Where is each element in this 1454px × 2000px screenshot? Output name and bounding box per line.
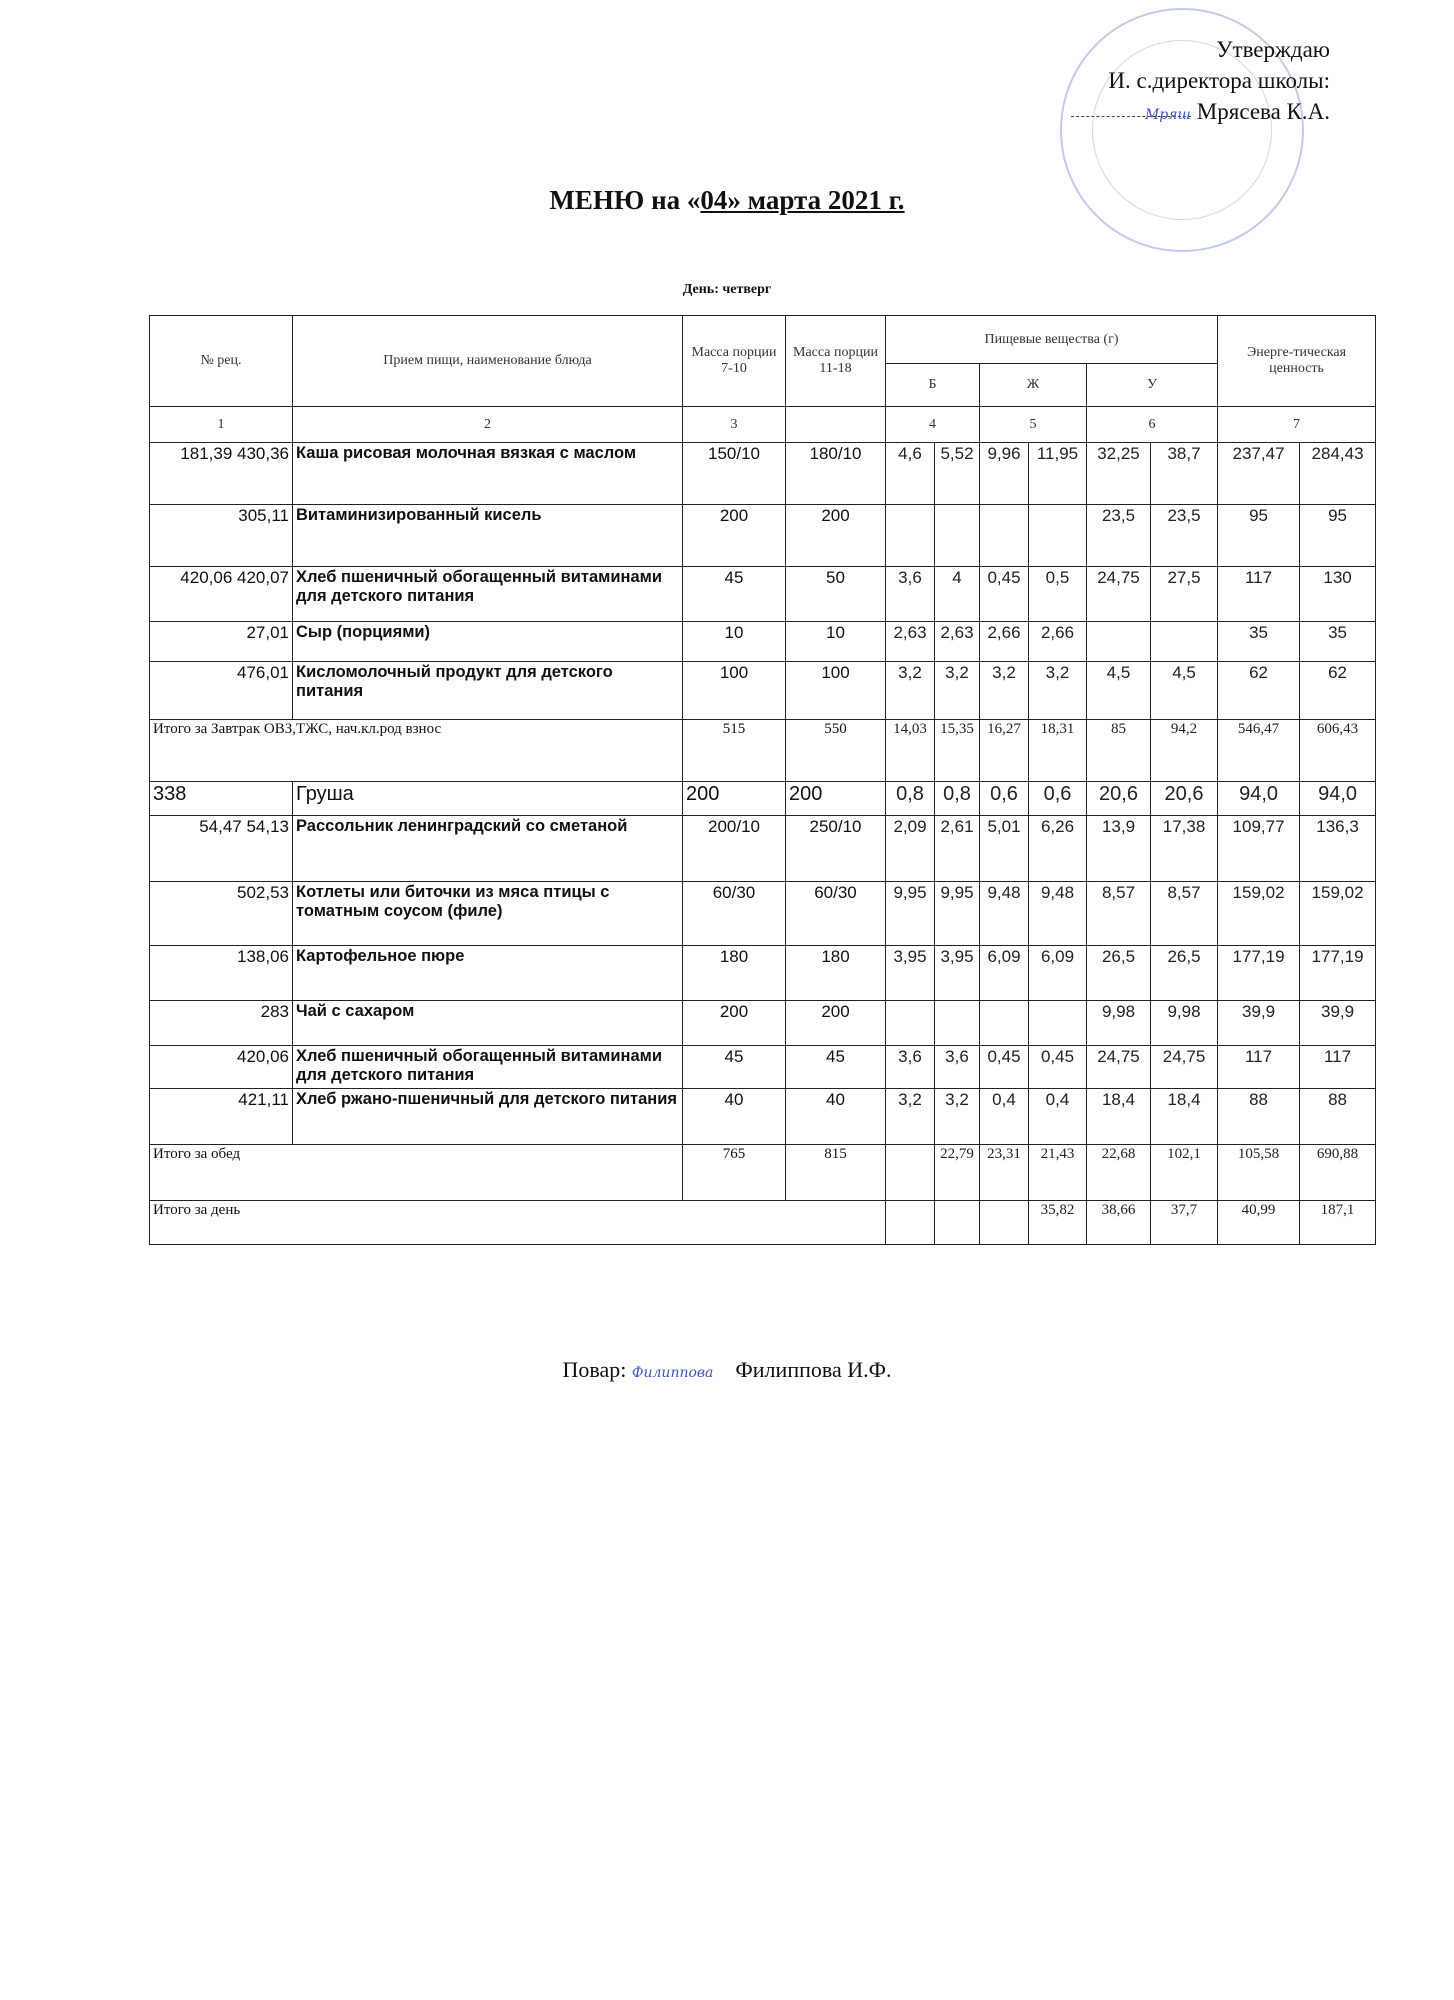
nutrient-value: 5,52 xyxy=(935,443,980,505)
total-value: 105,58 xyxy=(1218,1145,1300,1201)
cook-signature: Филиппова xyxy=(631,1365,714,1381)
nutrient-value: 284,43 xyxy=(1300,443,1376,505)
recipe-code: 476,01 xyxy=(150,662,293,720)
nutrient-value: 20,6 xyxy=(1151,782,1218,816)
nutrient-value: 35 xyxy=(1218,622,1300,662)
recipe-code: 420,06 420,07 xyxy=(150,567,293,622)
director-signature: Мряш xyxy=(1071,96,1191,117)
total-value: 18,31 xyxy=(1029,720,1087,782)
total-value: 16,27 xyxy=(980,720,1029,782)
cook-label: Повар: xyxy=(562,1357,627,1382)
total-value: 546,47 xyxy=(1218,720,1300,782)
nutrient-value: 0,8 xyxy=(935,782,980,816)
nutrient-value xyxy=(935,1001,980,1046)
nutrient-value: 18,4 xyxy=(1151,1089,1218,1145)
mass-11-18: 200 xyxy=(786,505,886,567)
header-dish: Прием пищи, наименование блюда xyxy=(293,316,683,407)
total-value: 21,43 xyxy=(1029,1145,1087,1201)
total-value: 40,99 xyxy=(1218,1201,1300,1245)
recipe-code: 502,53 xyxy=(150,882,293,946)
nutrient-value: 2,09 xyxy=(886,816,935,882)
total-mass-11-18: 815 xyxy=(786,1145,886,1201)
total-value: 94,2 xyxy=(1151,720,1218,782)
total-mass-11-18: 550 xyxy=(786,720,886,782)
mass-7-10: 200/10 xyxy=(683,816,786,882)
header-energy: Энерге-тическая ценность xyxy=(1218,316,1376,407)
recipe-code: 420,06 xyxy=(150,1046,293,1089)
nutrient-value: 27,5 xyxy=(1151,567,1218,622)
nutrient-value: 3,2 xyxy=(886,662,935,720)
total-value: 22,68 xyxy=(1087,1145,1151,1201)
nutrient-value: 0,45 xyxy=(1029,1046,1087,1089)
header-b: Б xyxy=(886,364,980,407)
nutrient-value xyxy=(1029,1001,1087,1046)
page-title: МЕНЮ на «04» марта 2021 г. xyxy=(549,185,905,215)
nutrient-value: 117 xyxy=(1218,1046,1300,1089)
total-mass-7-10: 515 xyxy=(683,720,786,782)
nutrient-value: 0,4 xyxy=(980,1089,1029,1145)
mass-7-10: 150/10 xyxy=(683,443,786,505)
nutrient-value: 6,09 xyxy=(980,946,1029,1001)
header-mass2: Масса порции 11-18 xyxy=(786,316,886,407)
nutrient-value: 39,9 xyxy=(1300,1001,1376,1046)
nutrient-value: 18,4 xyxy=(1087,1089,1151,1145)
table-row xyxy=(150,567,1376,622)
table-row xyxy=(150,782,1376,816)
cook-signature-block xyxy=(0,1357,1454,1383)
nutrient-value: 20,6 xyxy=(1087,782,1151,816)
table-row xyxy=(150,622,1376,662)
nutrient-value: 62 xyxy=(1218,662,1300,720)
header-code: № рец. xyxy=(150,316,293,407)
total-value xyxy=(980,1201,1029,1245)
table-row xyxy=(150,443,1376,505)
nutrient-value: 3,2 xyxy=(980,662,1029,720)
nutrient-value: 11,95 xyxy=(1029,443,1087,505)
header-u: У xyxy=(1087,364,1218,407)
column-number-row: 1 2 3 4 5 6 7 xyxy=(150,407,1376,443)
director-name: Мрясева К.А. xyxy=(1196,99,1330,124)
nutrient-value: 237,47 xyxy=(1218,443,1300,505)
total-value xyxy=(886,1201,935,1245)
dish-name: Хлеб пшеничный обогащенный витаминами для детского питания xyxy=(293,567,683,622)
menu-date: 04 xyxy=(700,185,728,215)
nutrient-value xyxy=(1029,505,1087,567)
nutrient-value: 94,0 xyxy=(1300,782,1376,816)
table-row xyxy=(150,1046,1376,1089)
breakfast-total-row xyxy=(150,720,1376,782)
table-row xyxy=(150,816,1376,882)
total-label: Итого за Завтрак ОВЗ,ТЖС, нач.кл.род взнос xyxy=(150,720,683,782)
nutrient-value: 0,6 xyxy=(1029,782,1087,816)
nutrient-value: 9,96 xyxy=(980,443,1029,505)
dish-name: Каша рисовая молочная вязкая с маслом xyxy=(293,443,683,505)
nutrient-value: 3,2 xyxy=(935,1089,980,1145)
day-total-row xyxy=(150,1201,1376,1245)
mass-7-10: 200 xyxy=(683,1001,786,1046)
nutrient-value: 177,19 xyxy=(1300,946,1376,1001)
total-value: 102,1 xyxy=(1151,1145,1218,1201)
mass-11-18: 40 xyxy=(786,1089,886,1145)
nutrient-value: 88 xyxy=(1218,1089,1300,1145)
nutrient-value: 3,95 xyxy=(886,946,935,1001)
nutrient-value: 26,5 xyxy=(1087,946,1151,1001)
mass-7-10: 200 xyxy=(683,505,786,567)
total-value: 22,79 xyxy=(935,1145,980,1201)
recipe-code: 181,39 430,36 xyxy=(150,443,293,505)
nutrient-value: 3,2 xyxy=(935,662,980,720)
total-label: Итого за день xyxy=(150,1201,886,1245)
nutrient-value: 2,66 xyxy=(980,622,1029,662)
header-row xyxy=(150,316,1376,364)
total-value: 187,1 xyxy=(1300,1201,1376,1245)
nutrient-value: 3,2 xyxy=(886,1089,935,1145)
nutrient-value: 2,66 xyxy=(1029,622,1087,662)
nutrient-value: 26,5 xyxy=(1151,946,1218,1001)
mass-11-18: 180/10 xyxy=(786,443,886,505)
nutrient-value xyxy=(980,505,1029,567)
approval-block xyxy=(1071,34,1330,127)
mass-11-18: 250/10 xyxy=(786,816,886,882)
day-label: День: четверг xyxy=(682,282,772,297)
nutrient-value: 95 xyxy=(1218,505,1300,567)
nutrient-value: 88 xyxy=(1300,1089,1376,1145)
total-value xyxy=(886,1145,935,1201)
nutrient-value xyxy=(980,1001,1029,1046)
nutrient-value xyxy=(886,505,935,567)
nutrient-value: 9,98 xyxy=(1151,1001,1218,1046)
dish-name: Хлеб пшеничный обогащенный витаминами для детского питания xyxy=(293,1046,683,1089)
nutrient-value: 4 xyxy=(935,567,980,622)
nutrient-value: 3,6 xyxy=(886,567,935,622)
header-nutrients: Пищевые вещества (г) xyxy=(886,316,1218,364)
nutrient-value: 38,7 xyxy=(1151,443,1218,505)
dish-name: Чай с сахаром xyxy=(293,1001,683,1046)
nutrient-value: 9,95 xyxy=(886,882,935,946)
dish-name: Хлеб ржано-пшеничный для детского питания xyxy=(293,1089,683,1145)
nutrient-value: 35 xyxy=(1300,622,1376,662)
nutrient-value: 109,77 xyxy=(1218,816,1300,882)
lunch-total-row xyxy=(150,1145,1376,1201)
nutrient-value: 3,6 xyxy=(935,1046,980,1089)
mass-7-10: 180 xyxy=(683,946,786,1001)
nutrient-value: 177,19 xyxy=(1218,946,1300,1001)
nutrient-value: 9,98 xyxy=(1087,1001,1151,1046)
nutrient-value: 2,63 xyxy=(935,622,980,662)
recipe-code: 138,06 xyxy=(150,946,293,1001)
mass-7-10: 10 xyxy=(683,622,786,662)
table-row xyxy=(150,662,1376,720)
total-mass-7-10: 765 xyxy=(683,1145,786,1201)
nutrient-value: 3,95 xyxy=(935,946,980,1001)
nutrient-value: 0,45 xyxy=(980,1046,1029,1089)
total-value: 23,31 xyxy=(980,1145,1029,1201)
nutrient-value: 32,25 xyxy=(1087,443,1151,505)
total-value: 37,7 xyxy=(1151,1201,1218,1245)
nutrient-value: 24,75 xyxy=(1087,567,1151,622)
recipe-code: 27,01 xyxy=(150,622,293,662)
nutrient-value: 17,38 xyxy=(1151,816,1218,882)
nutrient-value xyxy=(886,1001,935,1046)
nutrient-value: 8,57 xyxy=(1087,882,1151,946)
dish-name: Сыр (порциями) xyxy=(293,622,683,662)
table-row xyxy=(150,1089,1376,1145)
nutrient-value: 95 xyxy=(1300,505,1376,567)
table-row xyxy=(150,946,1376,1001)
mass-7-10: 45 xyxy=(683,1046,786,1089)
nutrient-value: 4,5 xyxy=(1087,662,1151,720)
nutrient-value: 117 xyxy=(1218,567,1300,622)
table-row xyxy=(150,505,1376,567)
nutrient-value: 2,63 xyxy=(886,622,935,662)
nutrient-value: 9,95 xyxy=(935,882,980,946)
total-value: 14,03 xyxy=(886,720,935,782)
nutrient-value: 9,48 xyxy=(1029,882,1087,946)
mass-11-18: 100 xyxy=(786,662,886,720)
mass-7-10: 60/30 xyxy=(683,882,786,946)
nutrient-value: 136,3 xyxy=(1300,816,1376,882)
dish-name: Рассольник ленинградский со сметаной xyxy=(293,816,683,882)
header-mass1: Масса порции 7-10 xyxy=(683,316,786,407)
approval-position: И. с.директора школы: xyxy=(1108,68,1330,93)
mass-7-10: 200 xyxy=(683,782,786,816)
nutrient-value: 23,5 xyxy=(1151,505,1218,567)
total-value: 38,66 xyxy=(1087,1201,1151,1245)
mass-11-18: 60/30 xyxy=(786,882,886,946)
nutrient-value: 0,45 xyxy=(980,567,1029,622)
nutrient-value: 3,6 xyxy=(886,1046,935,1089)
menu-table xyxy=(149,315,1376,1245)
nutrient-value: 6,09 xyxy=(1029,946,1087,1001)
nutrient-value: 94,0 xyxy=(1218,782,1300,816)
recipe-code: 338 xyxy=(150,782,293,816)
nutrient-value: 6,26 xyxy=(1029,816,1087,882)
nutrient-value: 5,01 xyxy=(980,816,1029,882)
total-label: Итого за обед xyxy=(150,1145,683,1201)
approval-title: Утверждаю xyxy=(1216,37,1330,62)
mass-11-18: 200 xyxy=(786,1001,886,1046)
nutrient-value: 0,6 xyxy=(980,782,1029,816)
nutrient-value: 24,75 xyxy=(1087,1046,1151,1089)
total-value: 606,43 xyxy=(1300,720,1376,782)
nutrient-value xyxy=(935,505,980,567)
dish-name: Котлеты или биточки из мяса птицы с томатным соусом (филе) xyxy=(293,882,683,946)
nutrient-value: 23,5 xyxy=(1087,505,1151,567)
total-value: 35,82 xyxy=(1029,1201,1087,1245)
nutrient-value: 0,4 xyxy=(1029,1089,1087,1145)
nutrient-value xyxy=(1151,622,1218,662)
nutrient-value: 4,6 xyxy=(886,443,935,505)
nutrient-value: 39,9 xyxy=(1218,1001,1300,1046)
header-zh: Ж xyxy=(980,364,1087,407)
nutrient-value: 9,48 xyxy=(980,882,1029,946)
dish-name: Витаминизированный кисель xyxy=(293,505,683,567)
dish-name: Кисломолочный продукт для детского питания xyxy=(293,662,683,720)
recipe-code: 283 xyxy=(150,1001,293,1046)
dish-name: Груша xyxy=(293,782,683,816)
total-value xyxy=(935,1201,980,1245)
total-value: 15,35 xyxy=(935,720,980,782)
mass-11-18: 10 xyxy=(786,622,886,662)
nutrient-value: 62 xyxy=(1300,662,1376,720)
nutrient-value: 4,5 xyxy=(1151,662,1218,720)
nutrient-value: 159,02 xyxy=(1218,882,1300,946)
mass-7-10: 100 xyxy=(683,662,786,720)
mass-11-18: 200 xyxy=(786,782,886,816)
cook-name: Филиппова И.Ф. xyxy=(735,1357,892,1382)
mass-11-18: 180 xyxy=(786,946,886,1001)
nutrient-value: 13,9 xyxy=(1087,816,1151,882)
nutrient-value: 8,57 xyxy=(1151,882,1218,946)
nutrient-value: 0,5 xyxy=(1029,567,1087,622)
total-value: 690,88 xyxy=(1300,1145,1376,1201)
dish-name: Картофельное пюре xyxy=(293,946,683,1001)
nutrient-value: 2,61 xyxy=(935,816,980,882)
mass-7-10: 45 xyxy=(683,567,786,622)
recipe-code: 305,11 xyxy=(150,505,293,567)
nutrient-value: 24,75 xyxy=(1151,1046,1218,1089)
recipe-code: 421,11 xyxy=(150,1089,293,1145)
total-value: 85 xyxy=(1087,720,1151,782)
mass-11-18: 45 xyxy=(786,1046,886,1089)
nutrient-value xyxy=(1087,622,1151,662)
nutrient-value: 130 xyxy=(1300,567,1376,622)
nutrient-value: 0,8 xyxy=(886,782,935,816)
mass-7-10: 40 xyxy=(683,1089,786,1145)
recipe-code: 54,47 54,13 xyxy=(150,816,293,882)
mass-11-18: 50 xyxy=(786,567,886,622)
table-row xyxy=(150,882,1376,946)
nutrient-value: 3,2 xyxy=(1029,662,1087,720)
table-row xyxy=(150,1001,1376,1046)
nutrient-value: 159,02 xyxy=(1300,882,1376,946)
nutrient-value: 117 xyxy=(1300,1046,1376,1089)
approval-signature-row xyxy=(1071,96,1330,127)
